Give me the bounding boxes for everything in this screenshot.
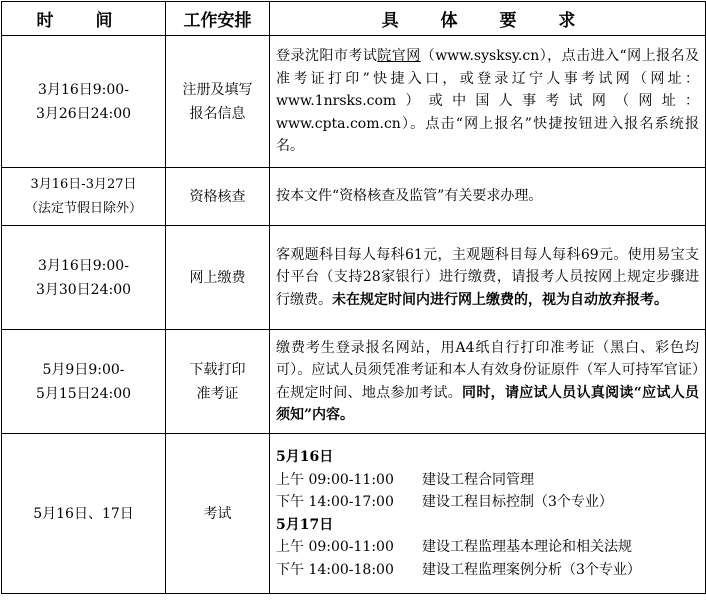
time-line: 5月9日9:00-: [42, 361, 125, 378]
task-cell: [166, 168, 270, 226]
task-line: 注册及填写: [182, 81, 253, 98]
req-text: 缴费考生登录报名网站，用A4纸自行打印准考证（黑白、彩色均可）。应试人员须凭准考证和本人有效身份证原件（军人可持军官证）在规定时间、地点参加考试。: [276, 339, 699, 401]
req-text: 登录沈阳市考试: [276, 48, 378, 65]
table-row: [2, 168, 706, 226]
req-text: （www.sysksy.cn），点击进入“网上报名及准考证打印”快捷入口，或登录辽宁人事考试网（网址：www.1nrsks.com）或中国人事考试网（网址：www.cpta.com.cn）。点击“网上报名”快捷按钮进入报名系统报名。: [276, 48, 700, 155]
task-cell: [166, 226, 270, 330]
session-subject: 建设工程目标控制（3个专业）: [422, 494, 613, 510]
header-row: [2, 2, 706, 36]
exam-schedule-cell: [270, 434, 706, 594]
time-line: （法定节假日除外）: [24, 200, 142, 216]
exam-session: [276, 469, 699, 492]
task-line: 资格核查: [189, 188, 246, 205]
time-line: 3月30日24:00: [35, 281, 132, 298]
exam-date: 5月16日: [276, 449, 334, 465]
exam-schedule-table: [1, 1, 706, 594]
req-bold-text: 同时，请应试人员认真阅读“应试人员须知”内容。: [276, 384, 699, 423]
req-text: 客观题科目每人每科61元，主观题科目每人每科69元。使用易宝支付平台（支持28家银行）进行缴费，请报考人员按网上规定步骤进行缴费。: [276, 246, 699, 308]
task-cell: [166, 330, 270, 434]
task-cell: [166, 36, 270, 168]
task-line: 准考证: [196, 385, 239, 402]
req-bold-text: 未在规定时间内进行网上缴费的，视为自动放弃报考。: [332, 291, 668, 308]
time-line: 5月16日、17日: [33, 505, 134, 522]
session-time: 下午 14:00-17:00: [276, 494, 394, 510]
session-subject: 建设工程监理案例分析（3个专业）: [422, 561, 641, 578]
time-line: 3月26日24:00: [35, 105, 132, 122]
time-line: 3月16日9:00-: [38, 257, 129, 274]
task-cell: [166, 434, 270, 594]
table-row: [2, 330, 706, 434]
task-line: 下载打印: [189, 361, 246, 378]
time-cell: [2, 36, 166, 168]
requirements-cell: [270, 168, 706, 226]
exam-session: [276, 491, 699, 514]
exam-date: 5月17日: [276, 516, 334, 533]
session-time: 下午 14:00-18:00: [276, 561, 394, 578]
requirements-cell: [270, 226, 706, 330]
table-row: [2, 36, 706, 168]
header-time: 时 间: [2, 2, 166, 36]
header-task: 工作安排: [166, 2, 270, 36]
session-time: 上午 09:00-11:00: [276, 471, 394, 488]
time-cell: [2, 168, 166, 226]
time-line: 3月16日-3月27日: [30, 176, 137, 192]
time-cell: [2, 434, 166, 594]
official-site-link[interactable]: 院官网: [377, 48, 421, 65]
requirements-cell: [270, 330, 706, 434]
task-line: 报名信息: [189, 105, 246, 122]
time-cell: [2, 226, 166, 330]
time-cell: [2, 330, 166, 434]
table-row: [2, 226, 706, 330]
exam-session: [276, 559, 699, 582]
exam-session: [276, 536, 699, 559]
task-line: 考试: [203, 505, 232, 522]
requirements-cell: [270, 36, 706, 168]
time-line: 3月16日9:00-: [38, 81, 129, 98]
session-time: 上午 09:00-11:00: [276, 539, 394, 555]
req-text: 按本文件“资格核查及监管”有关要求办理。: [276, 188, 543, 205]
time-line: 5月15日24:00: [35, 385, 132, 402]
session-subject: 建设工程合同管理: [422, 471, 534, 488]
task-line: 网上缴费: [189, 269, 246, 286]
table-row: [2, 434, 706, 594]
header-requirements: 具 体 要 求: [270, 2, 706, 36]
session-subject: 建设工程监理基本理论和相关法规: [422, 539, 632, 555]
